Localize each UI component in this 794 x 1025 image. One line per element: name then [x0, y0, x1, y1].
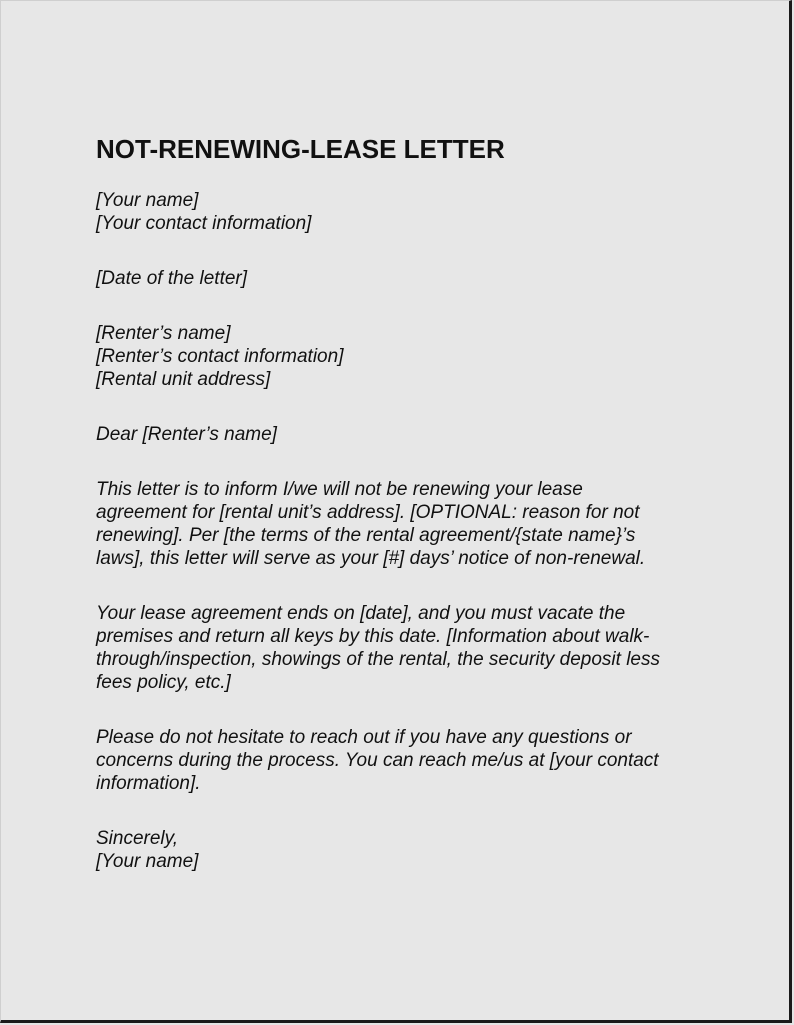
recipient-block	[96, 322, 716, 391]
paragraph-line: Your lease agreement ends on [date], and you must vacate the	[96, 603, 626, 624]
recipient-address: [Rental unit address]	[96, 369, 271, 390]
closing-block	[96, 827, 716, 873]
paragraph-line: renewing]. Per [the terms of the rental agreement/{state name}’s	[96, 525, 636, 546]
paragraph-contact	[96, 726, 716, 795]
paragraph-line: information].	[96, 773, 201, 794]
recipient-contact: [Renter’s contact information]	[96, 346, 344, 367]
closing: Sincerely,	[96, 828, 179, 849]
paragraph-line: Please do not hesitate to reach out if you have any questions or	[96, 727, 632, 748]
sender-name: [Your name]	[96, 190, 199, 211]
recipient-name: [Renter’s name]	[96, 323, 231, 344]
paragraph-notice	[96, 478, 716, 570]
paragraph-line: laws], this letter will serve as your [#] days’ notice of non-renewal.	[96, 548, 646, 569]
sender-block	[96, 189, 716, 235]
paragraph-line: premises and return all keys by this date. [Information about walk-	[96, 626, 650, 647]
letter-content	[96, 131, 716, 873]
paragraph-line: through/inspection, showings of the rental, the security deposit less	[96, 649, 660, 670]
letter-date: [Date of the letter]	[96, 268, 248, 289]
paragraph-lease-end	[96, 602, 716, 694]
paragraph-line: agreement for [rental unit’s address]. [OPTIONAL: reason for not	[96, 502, 640, 523]
paragraph-line: concerns during the process. You can reach me/us at [your contact	[96, 750, 659, 771]
salutation-block	[96, 423, 716, 446]
paragraph-line: This letter is to inform I/we will not be renewing your lease	[96, 479, 583, 500]
document-title: NOT-RENEWING-LEASE LETTER	[96, 134, 505, 164]
sender-contact: [Your contact information]	[96, 213, 312, 234]
date-block	[96, 267, 716, 290]
salutation: Dear [Renter’s name]	[96, 424, 277, 445]
signature: [Your name]	[96, 851, 199, 872]
paragraph-line: fees policy, etc.]	[96, 672, 231, 693]
